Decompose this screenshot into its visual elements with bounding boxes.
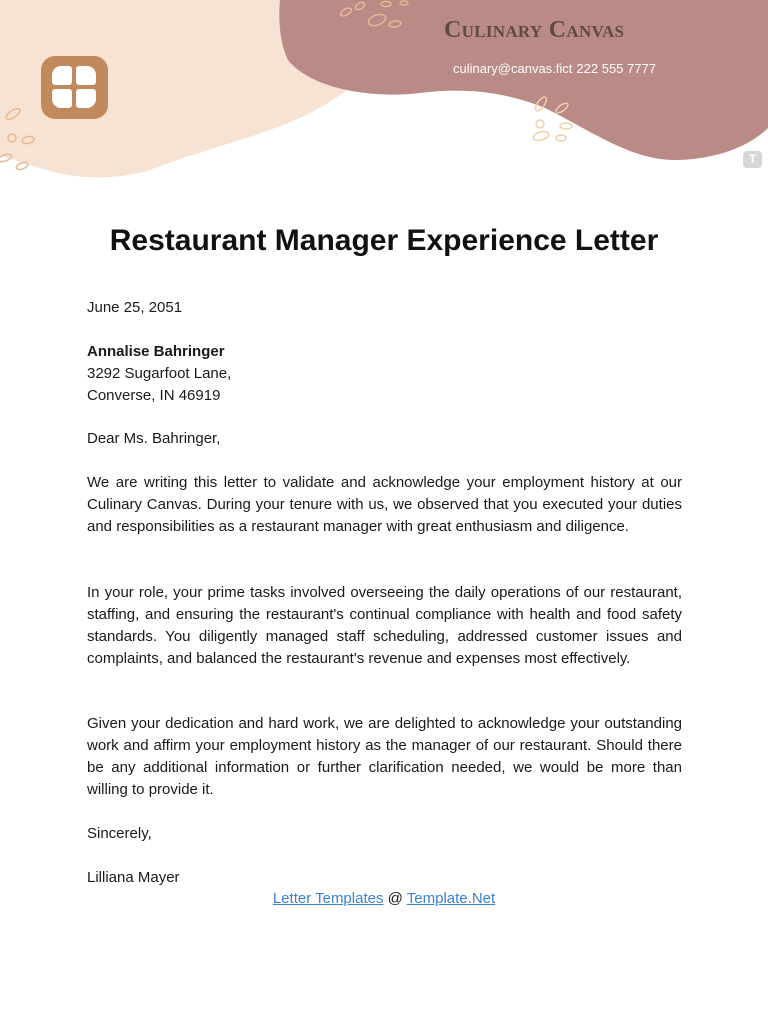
body-paragraph: We are writing this letter to validate and acknowledge your employment history at our Culinary Canvas. During your tenure with us, we observed that you executed your duties and responsibilities as a restaurant manager with great enthusiasm and diligence. [87,474,682,535]
template-badge-icon: T [743,151,762,168]
body-paragraph: Given your dedication and hard work, we are delighted to acknowledge your outstanding work and affirm your employment history as the manager of our restaurant. Should there be any additional information or further clarification needed, we would be more than willing to provide it. [87,715,682,798]
signer-name: Lilliana Mayer [87,869,180,886]
footer-separator: @ [387,890,403,907]
contact-info [453,61,656,76]
recipient-block [87,341,682,407]
company-name: Culinary Canvas [444,17,625,43]
letter-templates-link[interactable]: Letter Templates [272,890,384,907]
template-net-link[interactable]: Template.Net [406,890,496,907]
recipient-address-line1: 3292 Sugarfoot Lane, [87,365,232,382]
recipient-address-line2: Converse, IN 46919 [87,387,221,404]
letter-date: June 25, 2051 [87,299,183,316]
body-paragraph: In your role, your prime tasks involved overseeing the daily operations of our restaurant, staffing, and ensuring the restaurant's continual compliance with health and food safety standards. You diligently managed staff scheduling, addressed customer issues and complaints, and balanced the restaurant's revenue and expenses most effectively. [87,584,682,667]
letter-title: Restaurant Manager Experience Letter [109,224,659,257]
logo-cell [52,66,72,85]
contact-phone: 222 555 7777 [576,61,656,76]
recipient-name: Annalise Bahringer [87,343,225,360]
logo-cell [76,89,96,108]
logo-cell [52,89,72,108]
footer-attribution [0,888,768,910]
contact-email: culinary@canvas.fict [453,61,573,76]
company-logo-icon [41,56,108,119]
logo-cell [76,66,96,85]
salutation: Dear Ms. Bahringer, [87,430,221,447]
closing: Sincerely, [87,825,152,842]
